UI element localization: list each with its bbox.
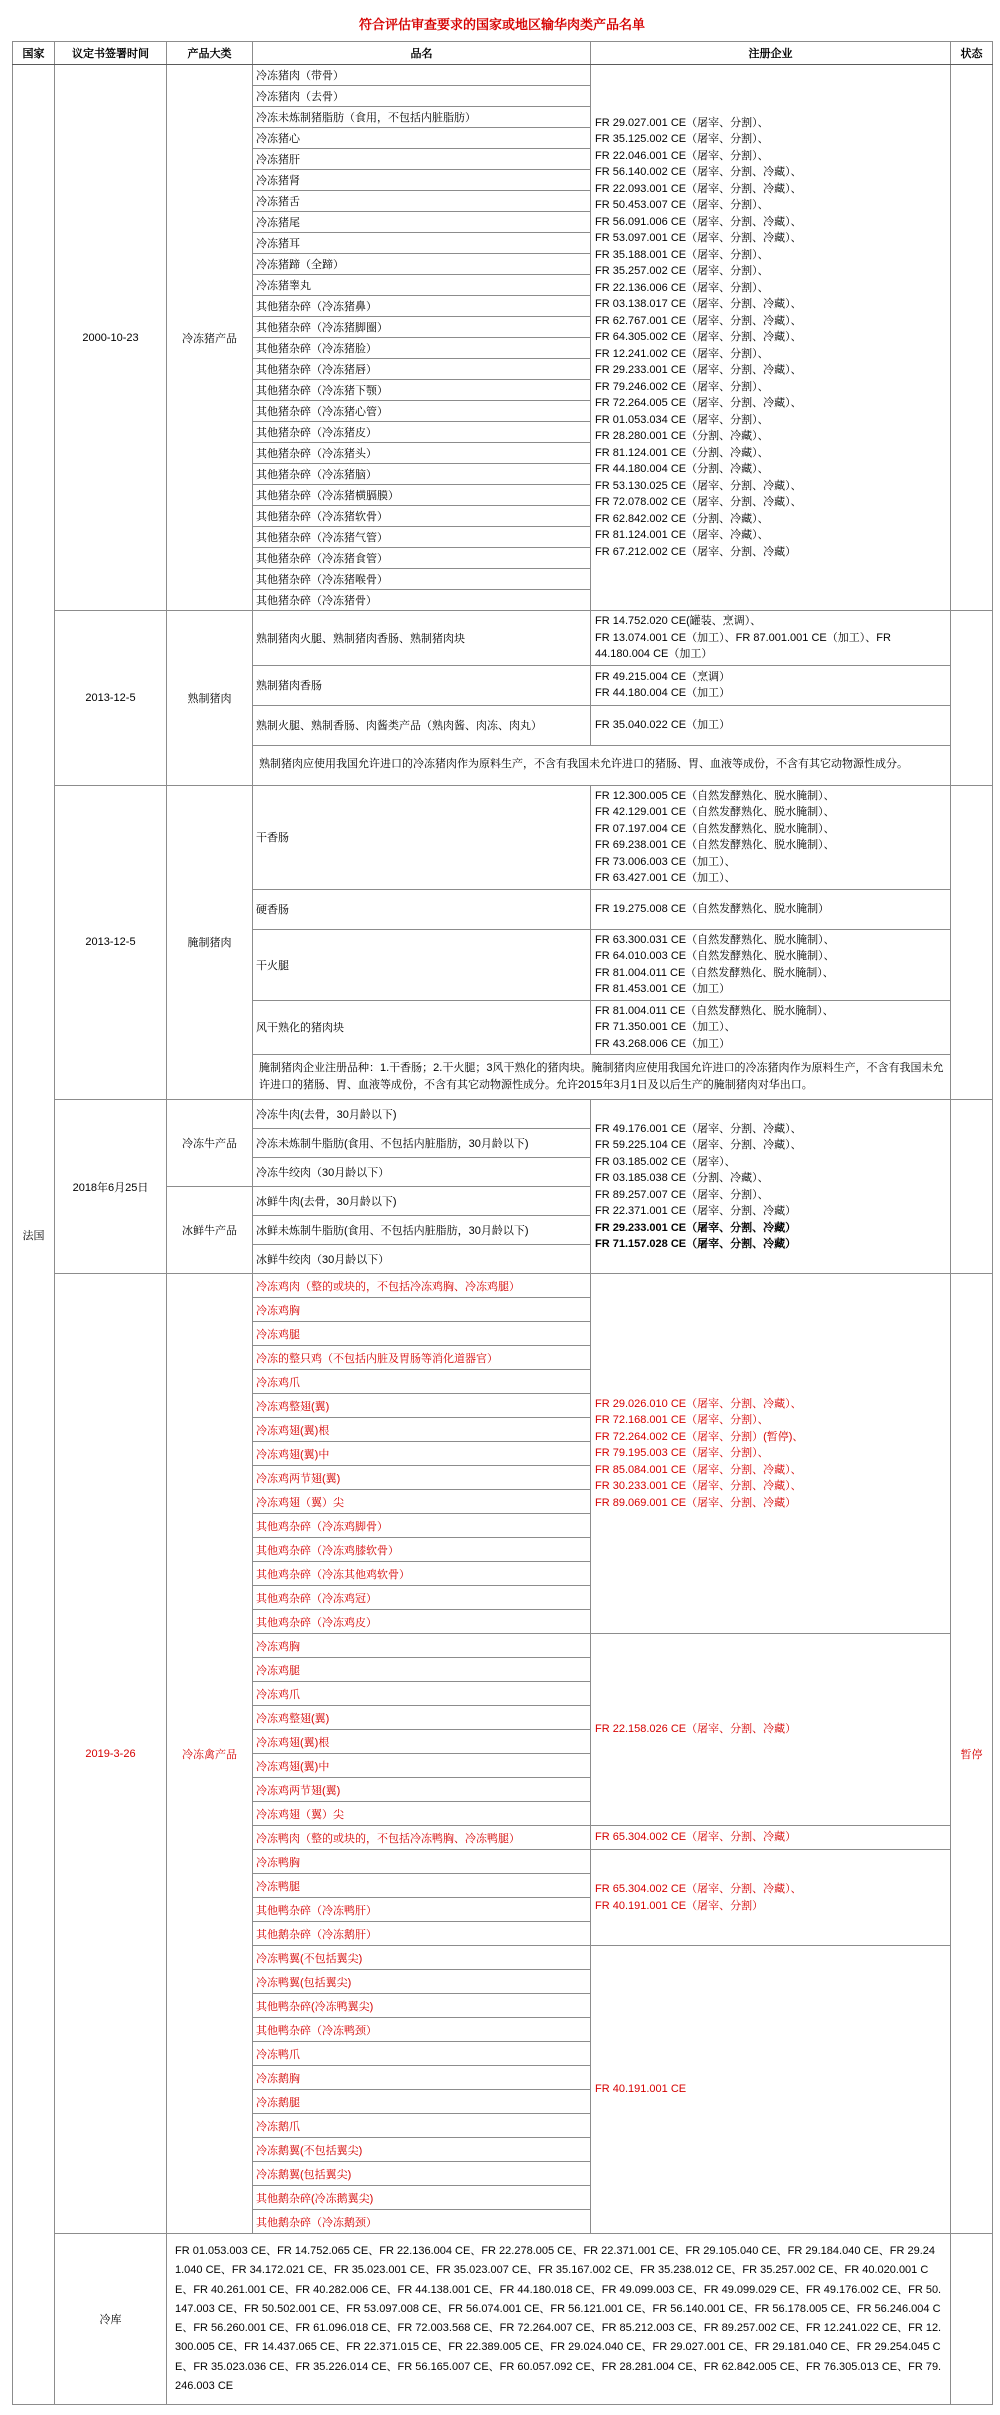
product-cell: 冷冻鸭爪	[253, 2042, 591, 2066]
table-row	[13, 611, 993, 666]
product-cell: 其他猪杂碎（冷冻猪脸）	[253, 338, 591, 359]
enterprise-cell	[591, 665, 951, 705]
enterprise-line: FR 12.300.005 CE（自然发酵熟化、脱水腌制）、	[595, 789, 835, 802]
product-cell: 冷冻的整只鸡（不包括内脏及胃肠等消化道器官）	[253, 1346, 591, 1370]
product-cell: 干香肠	[253, 785, 591, 889]
table-row	[13, 1274, 993, 1298]
enterprise-line: FR 64.010.003 CE（自然发酵熟化、脱水腌制）、	[595, 950, 835, 962]
cold-store-label: 冷库	[55, 2234, 167, 2405]
enterprise-line: FR 29.233.001 CE（屠宰、分割、冷藏）	[595, 1221, 797, 1234]
enterprise-line: FR 22.093.001 CE（屠宰、分割、冷藏）、	[595, 182, 802, 195]
product-cell: 冷冻鸡翅(翼)中	[253, 1442, 591, 1466]
product-cell: 其他猪杂碎（冷冻猪头）	[253, 443, 591, 464]
product-cell: 其他鸭杂碎（冷冻鸭肝）	[253, 1898, 591, 1922]
product-cell: 冷冻鸡两节翅(翼)	[253, 1778, 591, 1802]
product-cell: 其他猪杂碎（冷冻猪下颚）	[253, 380, 591, 401]
product-cell: 干火腿	[253, 929, 591, 1000]
product-cell: 冰鲜未炼制牛脂肪(食用、不包括内脏脂肪，30月龄以下)	[253, 1216, 591, 1245]
enterprise-line: FR 44.180.004 CE（分割、冷藏）、	[595, 463, 769, 476]
product-cell: 冷冻鸡胸	[253, 1298, 591, 1322]
date-cell: 2019-3-26	[55, 1274, 167, 2234]
product-cell: 其他鹅杂碎(冷冻鹅翼尖)	[253, 2186, 591, 2210]
product-cell: 冷冻猪舌	[253, 191, 591, 212]
product-cell: 冷冻鸡爪	[253, 1682, 591, 1706]
product-cell: 冷冻猪蹄（全蹄）	[253, 254, 591, 275]
product-cell: 冷冻鸡翅(翼)中	[253, 1754, 591, 1778]
date-cell: 2018年6月25日	[55, 1100, 167, 1274]
product-cell: 其他鸭杂碎（冷冻鸭颈）	[253, 2018, 591, 2042]
enterprise-line: FR 81.004.011 CE（自然发酵熟化、脱水腌制）、	[595, 1004, 834, 1017]
column-header-5: 状态	[951, 42, 993, 65]
column-header-1: 议定书签署时间	[55, 42, 167, 65]
enterprise-line: FR 43.268.006 CE（加工）	[595, 1037, 731, 1050]
product-cell: 冷冻猪肝	[253, 149, 591, 170]
product-cell: 熟制猪肉香肠	[253, 665, 591, 705]
enterprise-line: FR 81.124.001 CE（屠宰、冷藏）、	[595, 529, 769, 542]
product-cell: 冷冻鸡腿	[253, 1322, 591, 1346]
enterprise-line: FR 40.191.001 CE	[595, 2083, 687, 2096]
enterprise-line: FR 89.069.001 CE（屠宰、分割、冷藏）	[595, 1496, 797, 1509]
enterprise-line: FR 12.241.002 CE（屠宰、分割）、	[595, 347, 769, 360]
enterprise-line: FR 03.185.038 CE（分割、冷藏）、	[595, 1172, 769, 1185]
product-cell: 其他猪杂碎（冷冻猪气管）	[253, 527, 591, 548]
enterprise-line: FR 72.264.005 CE（屠宰、分割、冷藏）、	[595, 397, 802, 410]
enterprise-line: FR 35.188.001 CE（屠宰、分割）、	[595, 248, 769, 261]
enterprise-line: FR 59.225.104 CE（屠宰、分割、冷藏）、	[595, 1139, 802, 1152]
category-cell: 冷冻猪产品	[167, 65, 253, 611]
enterprise-cell	[591, 1634, 951, 1826]
product-cell: 冷冻鸡爪	[253, 1370, 591, 1394]
product-cell: 其他鸡杂碎（冷冻鸡膝软骨）	[253, 1538, 591, 1562]
enterprise-line: FR 56.140.002 CE（屠宰、分割、冷藏）、	[595, 166, 802, 179]
enterprise-line: FR 29.027.001 CE（屠宰、分割）、	[595, 116, 769, 129]
product-cell: 冷冻猪肉（带骨）	[253, 65, 591, 86]
enterprise-cell	[591, 1100, 951, 1274]
product-cell: 其他鹅杂碎（冷冻鹅颈）	[253, 2210, 591, 2234]
status-cell	[951, 785, 993, 1100]
product-cell: 其他鸡杂碎（冷冻鸡皮）	[253, 1610, 591, 1634]
product-cell: 冷冻猪心	[253, 128, 591, 149]
enterprise-line: FR 35.257.002 CE（屠宰、分割）、	[595, 265, 769, 278]
status-cell	[951, 2234, 993, 2405]
cold-store-row	[13, 2234, 993, 2405]
date-cell: 2013-12-5	[55, 785, 167, 1100]
product-cell: 冷冻鹅胸	[253, 2066, 591, 2090]
enterprise-line: FR 49.176.001 CE（屠宰、分割、冷藏）、	[595, 1122, 802, 1135]
column-header-4: 注册企业	[591, 42, 951, 65]
product-cell: 冷冻猪耳	[253, 233, 591, 254]
page-title: 符合评估审查要求的国家或地区输华肉类产品名单	[358, 17, 645, 32]
enterprise-cell	[591, 929, 951, 1000]
enterprise-line: FR 63.300.031 CE（自然发酵熟化、脱水腌制）、	[595, 933, 835, 946]
product-cell: 其他鸡杂碎（冷冻鸡脚骨）	[253, 1514, 591, 1538]
enterprise-line: FR 28.280.001 CE（分割、冷藏）、	[595, 430, 769, 443]
product-cell: 冷冻鸡翅（翼）尖	[253, 1490, 591, 1514]
product-cell: 冷冻鸭胸	[253, 1850, 591, 1874]
enterprise-line: FR 03.138.017 CE（屠宰、分割、冷藏）、	[595, 298, 802, 311]
enterprise-line: FR 85.084.001 CE（屠宰、分割、冷藏）、	[595, 1463, 802, 1476]
product-cell: 风干熟化的猪肉块	[253, 1000, 591, 1055]
table-row	[13, 785, 993, 889]
enterprise-line: 44.180.004 CE（加工）	[595, 648, 713, 660]
header-row	[13, 42, 993, 65]
enterprise-line: FR 71.157.028 CE（屠宰、分割、冷藏）	[595, 1238, 797, 1251]
enterprise-line: FR 71.350.001 CE（加工）、	[595, 1021, 736, 1033]
product-cell: 冷冻鸡翅(翼)根	[253, 1730, 591, 1754]
product-cell: 其他鸡杂碎（冷冻鸡冠）	[253, 1586, 591, 1610]
product-cell: 冷冻猪肉（去骨）	[253, 86, 591, 107]
product-cell: 其他鸡杂碎（冷冻其他鸡软骨）	[253, 1562, 591, 1586]
enterprise-line: FR 22.371.001 CE（屠宰、分割、冷藏）	[595, 1205, 797, 1218]
product-cell: 其他猪杂碎（冷冻猪心管）	[253, 401, 591, 422]
enterprise-line: FR 01.053.034 CE（屠宰、分割）、	[595, 413, 769, 426]
product-cell: 其他猪杂碎（冷冻猪喉骨）	[253, 569, 591, 590]
category-cell: 冷冻禽产品	[167, 1274, 253, 2234]
enterprise-line: FR 65.304.002 CE（屠宰、分割、冷藏）	[595, 1831, 797, 1844]
product-cell: 冷冻猪睾丸	[253, 275, 591, 296]
category-cell: 腌制猪肉	[167, 785, 253, 1100]
enterprise-line: FR 03.185.002 CE（屠宰）、	[595, 1155, 736, 1168]
product-cell: 冷冻鸡翅(翼)根	[253, 1418, 591, 1442]
approved-products-table	[12, 41, 993, 2405]
enterprise-line: FR 49.215.004 CE（烹调）	[595, 670, 731, 683]
status-cell	[951, 1100, 993, 1274]
product-cell: 冷冻鸡整翅(翼)	[253, 1394, 591, 1418]
product-cell: 其他猪杂碎（冷冻猪皮）	[253, 422, 591, 443]
enterprise-line: FR 62.842.002 CE（分割、冷藏）、	[595, 512, 769, 525]
product-cell: 其他猪杂碎（冷冻猪软骨）	[253, 506, 591, 527]
note-cell: 熟制猪肉应使用我国允许进口的冷冻猪肉作为原料生产，不含有我国未允许进口的猪肠、胃、血液等成份，不含有其它动物源性成分。	[253, 745, 951, 785]
enterprise-cell	[591, 1274, 951, 1634]
product-cell: 熟制火腿、熟制香肠、肉酱类产品（熟肉酱、肉冻、肉丸）	[253, 705, 591, 745]
status-cell	[951, 611, 993, 786]
enterprise-line: FR 19.275.008 CE（自然发酵熟化、脱水腌制）	[595, 902, 830, 915]
enterprise-cell	[591, 611, 951, 666]
enterprise-line: FR 72.078.002 CE（屠宰、分割、冷藏）、	[595, 496, 802, 509]
enterprise-line: FR 53.097.001 CE（屠宰、分割、冷藏）、	[595, 232, 802, 245]
enterprise-cell	[591, 785, 951, 889]
date-cell: 2000-10-23	[55, 65, 167, 611]
enterprise-cell	[591, 1946, 951, 2234]
product-cell: 冷冻猪肾	[253, 170, 591, 191]
enterprise-line: FR 14.752.020 CE(罐装、烹调）、	[595, 615, 762, 627]
category-cell: 冰鲜牛产品	[167, 1187, 253, 1274]
product-cell: 冷冻鸭腿	[253, 1874, 591, 1898]
enterprise-line: FR 40.191.001 CE（屠宰、分割）	[595, 1899, 764, 1912]
enterprise-line: FR 50.453.007 CE（屠宰、分割）、	[595, 199, 769, 212]
product-cell: 冷冻鸡腿	[253, 1658, 591, 1682]
product-cell: 冷冻鹅翼(包括翼尖)	[253, 2162, 591, 2186]
enterprise-line: FR 79.195.003 CE（屠宰、分割）、	[595, 1447, 769, 1460]
product-cell: 冷冻牛绞肉（30月龄以下）	[253, 1158, 591, 1187]
enterprise-line: FR 22.046.001 CE（屠宰、分割）、	[595, 149, 769, 162]
product-cell: 冷冻鸡肉（整的或块的，不包括冷冻鸡胸、冷冻鸡腿）	[253, 1274, 591, 1298]
enterprise-line: FR 22.136.006 CE（屠宰、分割）、	[595, 281, 769, 294]
enterprise-line: FR 89.257.007 CE（屠宰、分割）、	[595, 1188, 769, 1201]
enterprise-line: FR 67.212.002 CE（屠宰、分割、冷藏）	[595, 545, 797, 558]
product-cell: 其他猪杂碎（冷冻猪脚圈）	[253, 317, 591, 338]
product-cell: 冷冻鸡整翅(翼)	[253, 1706, 591, 1730]
product-cell: 冷冻鹅爪	[253, 2114, 591, 2138]
product-cell: 其他猪杂碎（冷冻猪食管）	[253, 548, 591, 569]
enterprise-line: FR 42.129.001 CE（自然发酵熟化、脱水腌制）、	[595, 806, 835, 818]
enterprise-line: FR 73.006.003 CE（加工）、	[595, 855, 736, 868]
status-cell: 暂停	[951, 1274, 993, 2234]
enterprise-line: FR 35.125.002 CE（屠宰、分割）、	[595, 133, 769, 146]
enterprise-line: FR 07.197.004 CE（自然发酵熟化、脱水腌制）、	[595, 822, 835, 835]
enterprise-line: FR 56.091.006 CE（屠宰、分割、冷藏）、	[595, 215, 802, 228]
product-cell: 冷冻鸡胸	[253, 1634, 591, 1658]
enterprise-line: FR 81.124.001 CE（分割、冷藏）、	[595, 446, 769, 459]
product-cell: 其他猪杂碎（冷冻猪横膈膜）	[253, 485, 591, 506]
product-cell: 硬香肠	[253, 889, 591, 929]
status-cell	[951, 65, 993, 611]
enterprise-line: FR 72.168.001 CE（屠宰、分割）、	[595, 1414, 769, 1427]
table-header	[13, 42, 993, 65]
product-cell: 熟制猪肉火腿、熟制猪肉香肠、熟制猪肉块	[253, 611, 591, 666]
enterprise-line: FR 72.264.002 CE（屠宰、分割）(暂停)、	[595, 1430, 804, 1443]
product-cell: 冷冻鹅腿	[253, 2090, 591, 2114]
enterprise-line: FR 81.004.011 CE（自然发酵熟化、脱水腌制）、	[595, 966, 834, 979]
enterprise-line: FR 22.158.026 CE（屠宰、分割、冷藏）	[595, 1723, 797, 1736]
cold-store-enterprises: FR 01.053.003 CE、FR 14.752.065 CE、FR 22.136.004 CE、FR 22.278.005 CE、FR 22.371.001 CE、FR 29.105.040 CE、FR 29.184.040 CE、FR 29.241.040 CE、FR 34.172.021 CE、FR 35.023.001 CE、FR 35.023.007 CE、FR 35.167.002 CE、FR 35.238.012 CE、FR 35.257.002 CE、FR 40.020.001 CE、FR 40.261.001 CE、FR 40.282.006 CE、FR 44.138.001 CE、FR 44.180.018 CE、FR 49.099.003 CE、FR 49.099.029 CE、FR 49.176.002 CE、FR 50.147.003 CE、FR 50.502.001 CE、FR 53.097.008 CE、FR 56.074.001 CE、FR 56.121.001 CE、FR 56.140.001 CE、FR 56.178.005 CE、FR 56.246.004 CE、FR 56.260.001 CE、FR 61.096.018 CE、FR 72.003.568 CE、FR 72.264.007 CE、FR 85.212.003 CE、FR 89.257.002 CE、FR 12.241.022 CE、FR 12.300.005 CE、FR 14.437.065 CE、FR 22.371.015 CE、FR 22.389.005 CE、FR 29.024.040 CE、FR 29.027.001 CE、FR 29.181.040 CE、FR 29.254.045 CE、FR 35.023.036 CE、FR 35.226.014 CE、FR 56.165.007 CE、FR 60.057.092 CE、FR 28.281.004 CE、FR 62.842.005 CE、FR 76.305.013 CE、FR 79.246.003 CE	[167, 2234, 951, 2405]
product-cell: 冷冻鹅翼(不包括翼尖)	[253, 2138, 591, 2162]
table-body	[13, 65, 993, 2405]
product-cell: 冰鲜牛肉(去骨，30月龄以下)	[253, 1187, 591, 1216]
enterprise-cell	[591, 889, 951, 929]
product-cell: 冷冻鸭肉（整的或块的，不包括冷冻鸭胸、冷冻鸭腿）	[253, 1826, 591, 1850]
enterprise-line: FR 69.238.001 CE（自然发酵熟化、脱水腌制）、	[595, 839, 835, 851]
enterprise-line: FR 64.305.002 CE（屠宰、分割、冷藏）、	[595, 331, 802, 344]
enterprise-line: FR 81.453.001 CE（加工）	[595, 983, 731, 995]
product-cell: 其他猪杂碎（冷冻猪鼻）	[253, 296, 591, 317]
enterprise-cell	[591, 1826, 951, 1850]
product-cell: 冷冻牛肉(去骨，30月龄以下)	[253, 1100, 591, 1129]
column-header-3: 品名	[253, 42, 591, 65]
product-cell: 冷冻未炼制猪脂肪（食用，不包括内脏脂肪）	[253, 107, 591, 128]
product-cell: 冷冻鸡两节翅(翼)	[253, 1466, 591, 1490]
product-cell: 其他猪杂碎（冷冻猪唇）	[253, 359, 591, 380]
country-cell: 法国	[13, 65, 55, 2405]
product-cell: 其他鸭杂碎(冷冻鸭翼尖)	[253, 1994, 591, 2018]
enterprise-line: FR 63.427.001 CE（加工）、	[595, 872, 736, 884]
enterprise-cell	[591, 1000, 951, 1055]
enterprise-line: FR 79.246.002 CE（屠宰、分割）、	[595, 380, 769, 393]
enterprise-cell	[591, 1850, 951, 1946]
product-cell: 其他鹅杂碎（冷冻鹅肝）	[253, 1922, 591, 1946]
enterprise-cell	[591, 65, 951, 611]
enterprise-line: FR 29.233.001 CE（屠宰、分割、冷藏）、	[595, 364, 802, 377]
product-cell: 冷冻鸭翼(不包括翼尖)	[253, 1946, 591, 1970]
table-row	[13, 1100, 993, 1129]
enterprise-cell	[591, 705, 951, 745]
enterprise-line: FR 13.074.001 CE（加工）、FR 87.001.001 CE（加工）、FR	[595, 631, 891, 644]
category-cell: 熟制猪肉	[167, 611, 253, 786]
product-cell: 冷冻鸡翅（翼）尖	[253, 1802, 591, 1826]
product-cell: 冷冻未炼制牛脂肪(食用、不包括内脏脂肪，30月龄以下)	[253, 1129, 591, 1158]
enterprise-line: FR 29.026.010 CE（屠宰、分割、冷藏）、	[595, 1397, 802, 1410]
enterprise-line: FR 53.130.025 CE（屠宰、分割、冷藏）、	[595, 479, 802, 492]
product-cell: 其他猪杂碎（冷冻猪脑）	[253, 464, 591, 485]
enterprise-line: FR 65.304.002 CE（屠宰、分割、冷藏）、	[595, 1883, 802, 1896]
date-cell: 2013-12-5	[55, 611, 167, 786]
enterprise-line: FR 35.040.022 CE（加工）	[595, 718, 731, 731]
category-cell: 冷冻牛产品	[167, 1100, 253, 1187]
product-cell: 冷冻猪尾	[253, 212, 591, 233]
column-header-2: 产品大类	[167, 42, 253, 65]
column-header-0: 国家	[13, 42, 55, 65]
enterprise-line: FR 62.767.001 CE（屠宰、分割、冷藏）、	[595, 314, 802, 327]
table-row	[13, 65, 993, 86]
product-cell: 其他猪杂碎（冷冻猪骨）	[253, 590, 591, 611]
note-cell: 腌制猪肉企业注册品种：1.干香肠；2.干火腿；3风干熟化的猪肉块。腌制猪肉应使用我国允许进口的冷冻猪肉作为原料生产，不含有我国未允许进口的猪肠、胃、血液等成份，不含有其它动物源性成分。允许2015年3月1日及以后生产的腌制猪肉对华出口。	[253, 1055, 951, 1100]
enterprise-line: FR 30.233.001 CE（屠宰、分割、冷藏）、	[595, 1480, 802, 1493]
product-cell: 冷冻鸭翼(包括翼尖)	[253, 1970, 591, 1994]
product-cell: 冰鲜牛绞肉（30月龄以下）	[253, 1245, 591, 1274]
enterprise-line: FR 44.180.004 CE（加工）	[595, 687, 731, 699]
